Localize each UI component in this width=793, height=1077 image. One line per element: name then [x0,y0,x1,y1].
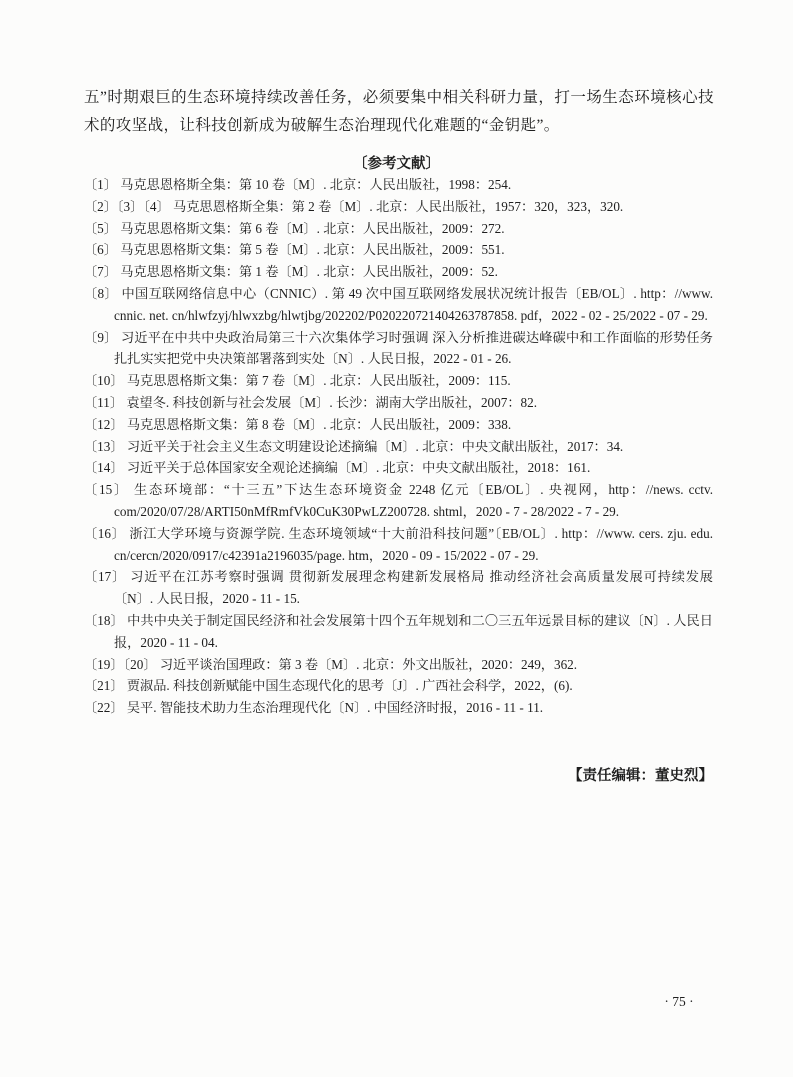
body-paragraph: 五”时期艰巨的生态环境持续改善任务，必须要集中相关科研力量，打一场生态环境核心技术的攻坚战，让科技创新成为破解生态治理现代化难题的“金钥匙”。 [84,89,714,134]
reference-item: 〔17〕 习近平在江苏考察时强调 贯彻新发展理念构建新发展格局 推动经济社会高质量发展可持续发展〔N〕. 人民日报，2020 - 11 - 15. [84,569,713,607]
reference-item: 〔7〕 马克思恩格斯文集：第 1 卷〔M〕. 北京：人民出版社，2009：52. [84,264,498,280]
reference-item: 〔18〕 中共中央关于制定国民经济和社会发展第十四个五年规划和二〇三五年远景目标的建议〔N〕. 人民日报，2020 - 11 - 04. [84,612,713,650]
reference-item: 〔21〕 贾淑品. 科技创新赋能中国生态现代化的思考〔J〕. 广西社会科学，2022，(6). [84,678,573,694]
reference-item: 〔11〕 袁望冬. 科技创新与社会发展〔M〕. 长沙：湖南大学出版社，2007：82. [84,394,538,410]
references-heading: 〔参考文献〕 [353,156,440,172]
references-list [84,174,713,719]
editor-note: 【责任编辑：董史烈】 [568,768,713,784]
reference-item: 〔8〕 中国互联网络信息中心（CNNIC）. 第 49 次中国互联网络发展状况统计报告〔EB/OL〕. http：//www. cnnic. net. cn/hlwfzyj/hlwxzbg/hlwtjbg/202202/P020220721404263787858. pdf，2022 - 02 - 25/2022 - 07 - 29. [84,285,713,323]
reference-item: 〔10〕 马克思恩格斯文集：第 7 卷〔M〕. 北京：人民出版社，2009：115. [84,373,511,389]
reference-item: 〔15〕 生态环境部：“十三五”下达生态环境资金 2248 亿元〔EB/OL〕. 央视网，http：//news. cctv. com/2020/07/28/ARTI50nMfRmfVk0CuK30PwLZ200728. shtml，2020 - 7 - 28/2022 - 7 - 29. [84,482,713,519]
page-number: · 75 · [664,994,694,1009]
reference-item: 〔19〕〔20〕 习近平谈治国理政：第 3 卷〔M〕. 北京：外文出版社，2020：249，362. [84,656,578,672]
reference-item: 〔1〕 马克思恩格斯全集：第 10 卷〔M〕. 北京：人民出版社，1998：254. [84,177,512,192]
reference-item: 〔14〕 习近平关于总体国家安全观论述摘编〔M〕. 北京：中央文献出版社，2018：161. [84,460,591,476]
reference-item: 〔5〕 马克思恩格斯文集：第 6 卷〔M〕. 北京：人民出版社，2009：272. [84,220,505,236]
reference-item: 〔9〕 习近平在中共中央政治局第三十六次集体学习时强调 深入分析推进碳达峰碳中和工作面临的形势任务 扎扎实实把党中央决策部署落到实处〔N〕. 人民日报，2022 - 01 - 26. [84,329,713,367]
reference-item: 〔2〕〔3〕〔4〕 马克思恩格斯全集：第 2 卷〔M〕. 北京：人民出版社，1957：320，323，320. [84,198,624,214]
reference-item: 〔16〕 浙江大学环境与资源学院. 生态环境领域“十大前沿科技问题”〔EB/OL〕. http：//www. cers. zju. edu. cn/cercn/2020/0917/c42391a2196035/page. htm，2020 - 09 - 15/2022 - 07 - 29. [84,525,713,563]
reference-item: 〔22〕 吴平. 智能技术助力生态治理现代化〔N〕. 中国经济时报，2016 - 11 - 11. [84,700,544,716]
reference-item: 〔12〕 马克思恩格斯文集：第 8 卷〔M〕. 北京：人民出版社，2009：338. [84,416,512,432]
reference-item: 〔6〕 马克思恩格斯文集：第 5 卷〔M〕. 北京：人民出版社，2009：551. [84,242,505,258]
reference-item: 〔13〕 习近平关于社会主义生态文明建设论述摘编〔M〕. 北京：中央文献出版社，2017：34. [84,438,624,454]
